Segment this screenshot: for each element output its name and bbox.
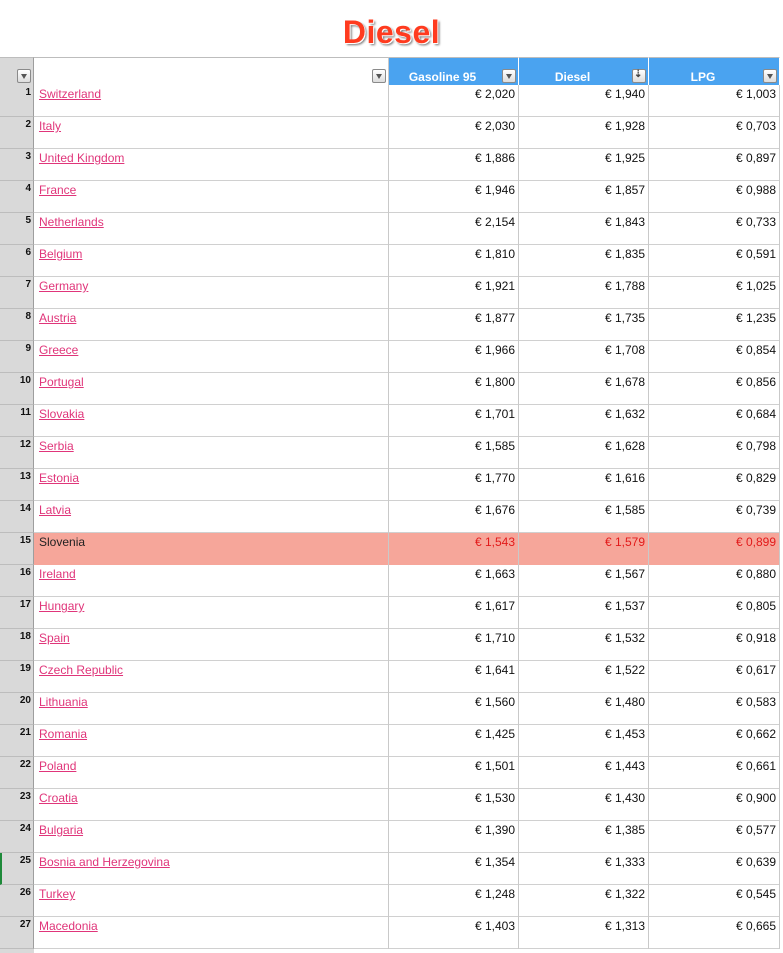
- row-number[interactable]: 6: [0, 245, 34, 277]
- row-number[interactable]: 1: [0, 85, 34, 117]
- diesel-price-cell[interactable]: € 1,857: [519, 181, 649, 213]
- diesel-price-cell[interactable]: € 1,735: [519, 309, 649, 341]
- country-link[interactable]: Belgium: [34, 245, 389, 277]
- country-link[interactable]: France: [34, 181, 389, 213]
- filter-dropdown-icon[interactable]: [763, 69, 777, 83]
- table-row[interactable]: [0, 85, 780, 117]
- country-link[interactable]: Turkey: [34, 885, 389, 917]
- lpg-price-cell[interactable]: € 0,591: [649, 245, 780, 277]
- column-header-lpg[interactable]: [649, 57, 780, 85]
- column-header-diesel[interactable]: [519, 57, 649, 85]
- column-header-gasoline-label: Gasoline 95: [408, 70, 477, 84]
- diesel-price-cell[interactable]: € 1,708: [519, 341, 649, 373]
- table-row[interactable]: [0, 789, 780, 821]
- lpg-price-cell[interactable]: € 0,583: [649, 693, 780, 725]
- country-link[interactable]: Lithuania: [34, 693, 389, 725]
- country-link[interactable]: Latvia: [34, 501, 389, 533]
- diesel-price-cell[interactable]: € 1,567: [519, 565, 649, 597]
- row-number[interactable]: 9: [0, 341, 34, 373]
- row-number[interactable]: 15: [0, 533, 34, 565]
- diesel-price-cell[interactable]: € 1,313: [519, 917, 649, 949]
- gasoline-price-cell[interactable]: € 1,663: [389, 565, 519, 597]
- column-header-lpg-label: LPG: [690, 70, 716, 84]
- gasoline-price-cell[interactable]: € 1,770: [389, 469, 519, 501]
- gasoline-price-cell[interactable]: € 2,030: [389, 117, 519, 149]
- gasoline-price-cell[interactable]: € 1,425: [389, 725, 519, 757]
- gasoline-price-cell[interactable]: € 1,617: [389, 597, 519, 629]
- country-link[interactable]: Slovakia: [34, 405, 389, 437]
- table-row[interactable]: [0, 885, 780, 917]
- row-number[interactable]: 19: [0, 661, 34, 693]
- table-row[interactable]: [0, 565, 780, 597]
- filter-dropdown-icon[interactable]: [372, 69, 386, 83]
- diesel-price-cell[interactable]: € 1,616: [519, 469, 649, 501]
- country-link[interactable]: Serbia: [34, 437, 389, 469]
- lpg-price-cell[interactable]: € 0,918: [649, 629, 780, 661]
- row-number[interactable]: 8: [0, 309, 34, 341]
- country-link[interactable]: Ireland: [34, 565, 389, 597]
- lpg-price-cell[interactable]: € 0,988: [649, 181, 780, 213]
- row-number[interactable]: 11: [0, 405, 34, 437]
- row-number[interactable]: 26: [0, 885, 34, 917]
- country-link[interactable]: Austria: [34, 309, 389, 341]
- table-row[interactable]: [0, 725, 780, 757]
- diesel-price-cell[interactable]: € 1,678: [519, 373, 649, 405]
- lpg-price-cell[interactable]: € 1,003: [649, 85, 780, 117]
- row-header-strip: [0, 949, 34, 953]
- country-link[interactable]: Bosnia and Herzegovina: [34, 853, 389, 885]
- gasoline-price-cell[interactable]: € 1,877: [389, 309, 519, 341]
- diesel-price-cell[interactable]: € 1,522: [519, 661, 649, 693]
- row-number[interactable]: 23: [0, 789, 34, 821]
- country-link[interactable]: Italy: [34, 117, 389, 149]
- table-row[interactable]: [0, 629, 780, 661]
- diesel-price-cell[interactable]: € 1,632: [519, 405, 649, 437]
- country-link[interactable]: Romania: [34, 725, 389, 757]
- row-number[interactable]: 25: [0, 853, 34, 885]
- gasoline-price-cell[interactable]: € 1,966: [389, 341, 519, 373]
- gasoline-price-cell[interactable]: € 1,390: [389, 821, 519, 853]
- lpg-price-cell[interactable]: € 0,829: [649, 469, 780, 501]
- diesel-price-cell[interactable]: € 1,453: [519, 725, 649, 757]
- diesel-price-cell[interactable]: € 1,788: [519, 277, 649, 309]
- table-row[interactable]: [0, 469, 780, 501]
- lpg-price-cell[interactable]: € 1,025: [649, 277, 780, 309]
- filter-dropdown-icon[interactable]: [502, 69, 516, 83]
- diesel-price-cell[interactable]: € 1,537: [519, 597, 649, 629]
- table-row[interactable]: [0, 437, 780, 469]
- row-number[interactable]: 16: [0, 565, 34, 597]
- table-row[interactable]: [0, 757, 780, 789]
- country-link[interactable]: Slovenia: [34, 533, 389, 565]
- row-number[interactable]: 14: [0, 501, 34, 533]
- lpg-price-cell[interactable]: € 0,805: [649, 597, 780, 629]
- diesel-price-cell[interactable]: € 1,480: [519, 693, 649, 725]
- lpg-price-cell[interactable]: € 0,662: [649, 725, 780, 757]
- row-number[interactable]: 7: [0, 277, 34, 309]
- gasoline-price-cell[interactable]: € 1,501: [389, 757, 519, 789]
- table-row[interactable]: [0, 181, 780, 213]
- gasoline-price-cell[interactable]: € 2,154: [389, 213, 519, 245]
- row-number[interactable]: 21: [0, 725, 34, 757]
- country-link[interactable]: Germany: [34, 277, 389, 309]
- gasoline-price-cell[interactable]: € 2,020: [389, 85, 519, 117]
- country-link[interactable]: Netherlands: [34, 213, 389, 245]
- gasoline-price-cell[interactable]: € 1,710: [389, 629, 519, 661]
- table-row[interactable]: [0, 277, 780, 309]
- table-row[interactable]: [0, 501, 780, 533]
- row-number[interactable]: 3: [0, 149, 34, 181]
- diesel-price-cell[interactable]: € 1,928: [519, 117, 649, 149]
- country-link[interactable]: Hungary: [34, 597, 389, 629]
- diesel-price-cell[interactable]: € 1,322: [519, 885, 649, 917]
- lpg-price-cell[interactable]: € 0,854: [649, 341, 780, 373]
- diesel-price-cell[interactable]: € 1,925: [519, 149, 649, 181]
- gasoline-price-cell[interactable]: € 1,676: [389, 501, 519, 533]
- diesel-price-cell[interactable]: € 1,430: [519, 789, 649, 821]
- row-number[interactable]: 4: [0, 181, 34, 213]
- gasoline-price-cell[interactable]: € 1,354: [389, 853, 519, 885]
- lpg-price-cell[interactable]: € 0,665: [649, 917, 780, 949]
- table-body: [0, 85, 780, 949]
- row-number[interactable]: 18: [0, 629, 34, 661]
- table-row[interactable]: [0, 693, 780, 725]
- country-link[interactable]: Bulgaria: [34, 821, 389, 853]
- row-number[interactable]: 12: [0, 437, 34, 469]
- gasoline-price-cell[interactable]: € 1,585: [389, 437, 519, 469]
- country-link[interactable]: Croatia: [34, 789, 389, 821]
- sort-descending-icon[interactable]: ⇣: [632, 69, 646, 83]
- gasoline-price-cell[interactable]: € 1,946: [389, 181, 519, 213]
- gasoline-price-cell[interactable]: € 1,921: [389, 277, 519, 309]
- lpg-price-cell[interactable]: € 0,899: [649, 533, 780, 565]
- diesel-price-cell[interactable]: € 1,628: [519, 437, 649, 469]
- diesel-price-cell[interactable]: € 1,585: [519, 501, 649, 533]
- lpg-price-cell[interactable]: € 0,577: [649, 821, 780, 853]
- gasoline-price-cell[interactable]: € 1,800: [389, 373, 519, 405]
- diesel-price-cell[interactable]: € 1,385: [519, 821, 649, 853]
- country-link[interactable]: Switzerland: [34, 85, 389, 117]
- gasoline-price-cell[interactable]: € 1,810: [389, 245, 519, 277]
- lpg-price-cell[interactable]: € 0,880: [649, 565, 780, 597]
- lpg-price-cell[interactable]: € 0,798: [649, 437, 780, 469]
- diesel-price-cell[interactable]: € 1,333: [519, 853, 649, 885]
- table-row[interactable]: [0, 341, 780, 373]
- table-row[interactable]: [0, 405, 780, 437]
- gasoline-price-cell[interactable]: € 1,530: [389, 789, 519, 821]
- row-number[interactable]: 2: [0, 117, 34, 149]
- row-number[interactable]: 20: [0, 693, 34, 725]
- table-row[interactable]: [0, 117, 780, 149]
- row-header-corner: [0, 57, 34, 85]
- table-row[interactable]: [0, 245, 780, 277]
- lpg-price-cell[interactable]: € 1,235: [649, 309, 780, 341]
- table-row[interactable]: [0, 149, 780, 181]
- table-row[interactable]: [0, 373, 780, 405]
- lpg-price-cell[interactable]: € 0,684: [649, 405, 780, 437]
- diesel-price-cell[interactable]: € 1,835: [519, 245, 649, 277]
- gasoline-price-cell[interactable]: € 1,641: [389, 661, 519, 693]
- row-number[interactable]: 22: [0, 757, 34, 789]
- table-row[interactable]: [0, 213, 780, 245]
- country-link[interactable]: Estonia: [34, 469, 389, 501]
- lpg-price-cell[interactable]: € 0,733: [649, 213, 780, 245]
- lpg-price-cell[interactable]: € 0,900: [649, 789, 780, 821]
- row-number[interactable]: 17: [0, 597, 34, 629]
- diesel-price-cell[interactable]: € 1,443: [519, 757, 649, 789]
- diesel-price-cell[interactable]: € 1,843: [519, 213, 649, 245]
- column-header-gasoline[interactable]: [389, 57, 519, 85]
- table-row[interactable]: [0, 661, 780, 693]
- filter-dropdown-icon[interactable]: [17, 69, 31, 83]
- column-header-country: [34, 57, 389, 85]
- row-number[interactable]: 10: [0, 373, 34, 405]
- lpg-price-cell[interactable]: € 0,739: [649, 501, 780, 533]
- diesel-price-cell[interactable]: € 1,532: [519, 629, 649, 661]
- table-row[interactable]: [0, 309, 780, 341]
- lpg-price-cell[interactable]: € 0,639: [649, 853, 780, 885]
- country-link[interactable]: Czech Republic: [34, 661, 389, 693]
- gasoline-price-cell[interactable]: € 1,543: [389, 533, 519, 565]
- table-row[interactable]: [0, 821, 780, 853]
- row-number[interactable]: 24: [0, 821, 34, 853]
- lpg-price-cell[interactable]: € 0,703: [649, 117, 780, 149]
- country-link[interactable]: Poland: [34, 757, 389, 789]
- lpg-price-cell[interactable]: € 0,661: [649, 757, 780, 789]
- gasoline-price-cell[interactable]: € 1,886: [389, 149, 519, 181]
- lpg-price-cell[interactable]: € 0,897: [649, 149, 780, 181]
- lpg-price-cell[interactable]: € 0,856: [649, 373, 780, 405]
- country-link[interactable]: Macedonia: [34, 917, 389, 949]
- table-row[interactable]: [0, 917, 780, 949]
- table-row[interactable]: [0, 533, 780, 565]
- lpg-price-cell[interactable]: € 0,617: [649, 661, 780, 693]
- country-link[interactable]: Spain: [34, 629, 389, 661]
- row-number[interactable]: 5: [0, 213, 34, 245]
- column-header-diesel-label: Diesel: [554, 70, 591, 84]
- gasoline-price-cell[interactable]: € 1,560: [389, 693, 519, 725]
- diesel-price-cell[interactable]: € 1,579: [519, 533, 649, 565]
- gasoline-price-cell[interactable]: € 1,248: [389, 885, 519, 917]
- gasoline-price-cell[interactable]: € 1,701: [389, 405, 519, 437]
- row-number[interactable]: 13: [0, 469, 34, 501]
- country-link[interactable]: United Kingdom: [34, 149, 389, 181]
- page-title: Diesel: [342, 14, 441, 50]
- diesel-price-cell[interactable]: € 1,940: [519, 85, 649, 117]
- country-link[interactable]: Portugal: [34, 373, 389, 405]
- row-number[interactable]: 27: [0, 917, 34, 949]
- table-row[interactable]: [0, 597, 780, 629]
- country-link[interactable]: Greece: [34, 341, 389, 373]
- gasoline-price-cell[interactable]: € 1,403: [389, 917, 519, 949]
- table-row[interactable]: [0, 853, 780, 885]
- lpg-price-cell[interactable]: € 0,545: [649, 885, 780, 917]
